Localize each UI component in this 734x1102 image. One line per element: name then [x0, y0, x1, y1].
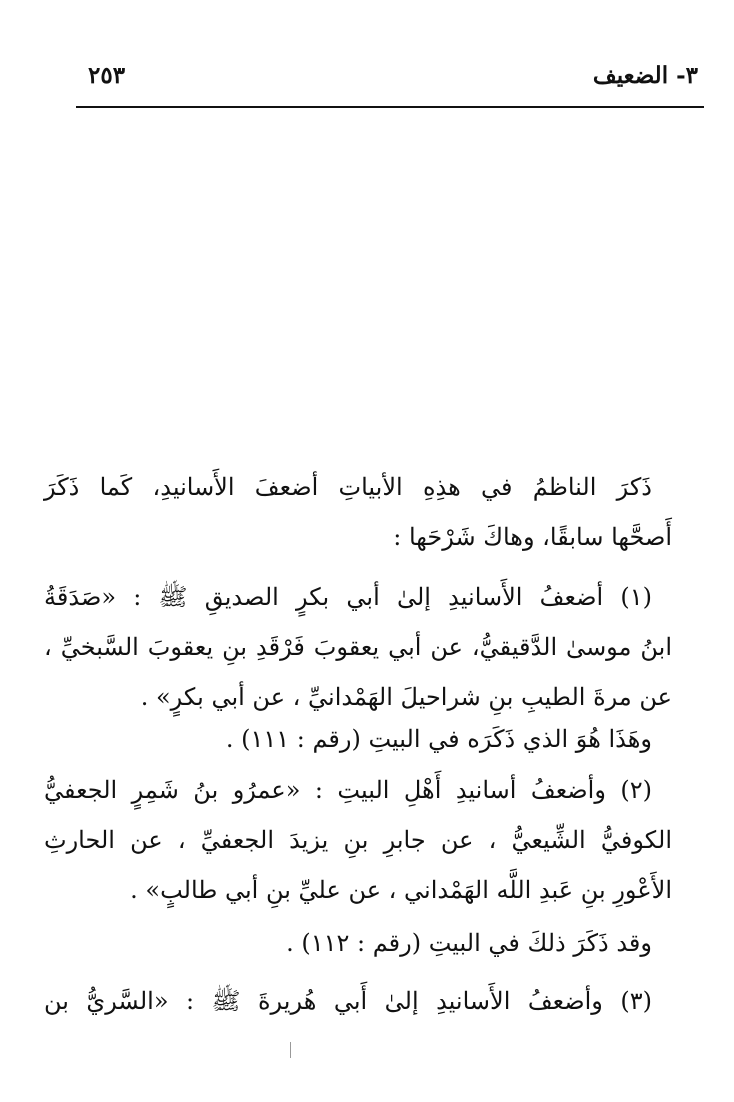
chapter-title: ٣- الضعيف	[592, 62, 698, 89]
text-line: الأَعْورِ بنِ عَبدِ اللَّه الهَمْداني ، عن عليِّ بنِ أبي طالبٍ» .	[130, 876, 672, 904]
weakest-chain-ahl-al-bayt	[44, 765, 672, 915]
weakest-chain-abu-bakr	[44, 572, 672, 722]
text-line: عن مرةَ الطيبِ بنِ شراحيلَ الهَمْدانيِّ ، عن أبي بكرٍ» .	[140, 683, 672, 711]
verse-reference-112	[44, 918, 672, 968]
weakest-chain-abu-hurayra	[44, 976, 672, 1026]
running-header	[88, 62, 698, 96]
text-line: ذَكرَ الناظمُ في هذِهِ الأبياتِ أضعفَ الأَسانيدِ، كَما ذَكَرَ	[44, 473, 652, 501]
header-rule	[76, 106, 704, 108]
text-line: (١) أضعفُ الأَسانيدِ إلىٰ أبي بكرٍ الصديقِ ﷺ : «صَدَقَةُ	[44, 583, 652, 611]
scan-speck	[290, 1042, 291, 1058]
page-number: ٢٥٣	[88, 62, 126, 89]
text-line: وهَذَا هُوَ الذي ذَكَرَه في البيتِ (رقم : ١١١) .	[225, 725, 652, 753]
text-line: أَصحَّها سابقًا، وهاكَ شَرْحَها :	[393, 523, 672, 551]
text-line: وقد ذَكَرَ ذلكَ في البيتِ (رقم : ١١٢) .	[286, 929, 652, 957]
text-line: الكوفيُّ الشِّيعيُّ ، عن جابرِ بنِ يزيدَ الجعفيِّ ، عن الحارثِ	[44, 826, 672, 854]
text-line: (٣) وأضعفُ الأَسانيدِ إلىٰ أَبي هُريرةَ ﷺ : «السَّريُّ بن	[44, 987, 652, 1015]
verse-reference-111	[44, 714, 672, 764]
text-line: ابنُ موسىٰ الدَّقيقيُّ، عن أبي يعقوبَ فَرْقَدِ بنِ يعقوبَ السَّبخيِّ ،	[44, 633, 672, 661]
intro-paragraph	[44, 462, 672, 562]
text-line: (٢) وأضعفُ أسانيدِ أَهْلِ البيتِ : «عمرُو بنُ شَمِرٍ الجعفيُّ	[44, 776, 653, 804]
